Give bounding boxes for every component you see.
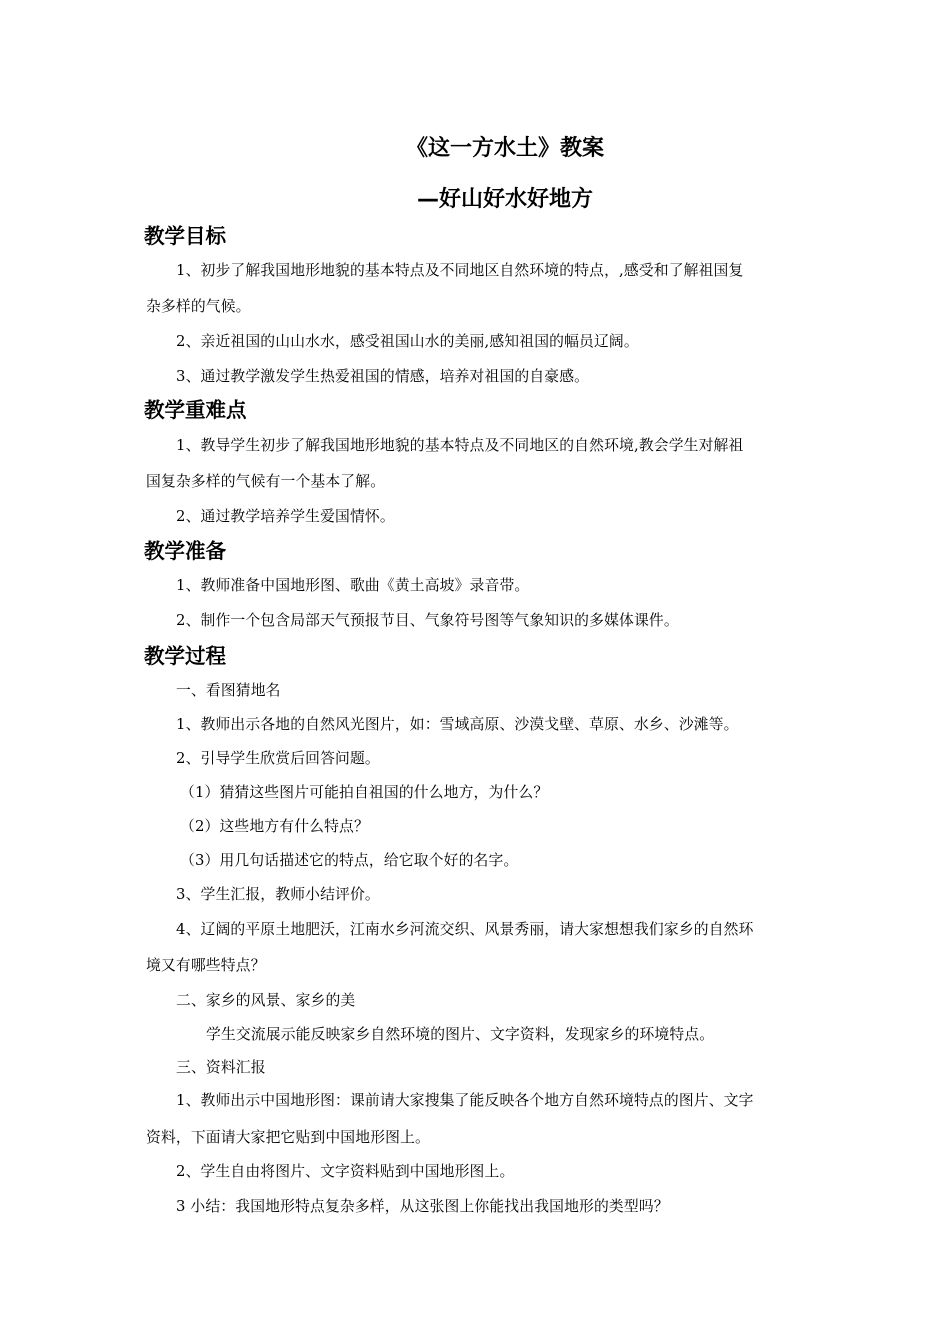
section-heading-preparation: 教学准备 <box>144 539 226 563</box>
paragraph-line: 资料，下面请大家把它贴到中国地形图上。 <box>146 1129 430 1146</box>
paragraph-line: 1、初步了解我国地形地貌的基本特点及不同地区自然环境的特点，,感受和了解祖国复 <box>176 262 744 279</box>
paragraph-line: 3、学生汇报，教师小结评价。 <box>176 886 380 903</box>
paragraph-line: 1、教师出示中国地形图：课前请大家搜集了能反映各个地方自然环境特点的图片、文字 <box>176 1092 754 1109</box>
paragraph-line: （1）猜猜这些图片可能拍自祖国的什么地方，为什么？ <box>180 784 549 801</box>
paragraph-line: 4、辽阔的平原土地肥沃，江南水乡河流交织、风景秀丽，请大家想想我们家乡的自然环 <box>176 921 754 938</box>
paragraph-line: （3）用几句话描述它的特点，给它取个好的名字。 <box>180 852 519 869</box>
paragraph-line: 学生交流展示能反映家乡自然环境的图片、文字资料，发现家乡的环境特点。 <box>206 1026 715 1043</box>
paragraph-line: 2、亲近祖国的山山水水，感受祖国山水的美丽,感知祖国的幅员辽阔。 <box>176 333 639 350</box>
section-heading-objectives: 教学目标 <box>144 224 226 248</box>
paragraph-line: 3 小结：我国地形特点复杂多样，从这张图上你能找出我国地形的类型吗？ <box>176 1198 669 1215</box>
paragraph-line: 3、通过教学激发学生热爱祖国的情感，培养对祖国的自豪感。 <box>176 368 590 385</box>
paragraph-line: 1、教导学生初步了解我国地形地貌的基本特点及不同地区的自然环境,教会学生对解祖 <box>176 437 744 454</box>
document-subtitle: —好山好水好地方 <box>416 187 593 212</box>
paragraph-line: 国复杂多样的气候有一个基本了解。 <box>146 473 386 490</box>
section-heading-process: 教学过程 <box>144 644 226 668</box>
paragraph-line: 一、看图猜地名 <box>176 682 281 699</box>
section-heading-key-points: 教学重难点 <box>144 398 247 422</box>
paragraph-line: 2、学生自由将图片、文字资料贴到中国地形图上。 <box>176 1163 515 1180</box>
paragraph-line: 1、教师出示各地的自然风光图片，如：雪域高原、沙漠戈壁、草原、水乡、沙滩等。 <box>176 716 739 733</box>
paragraph-line: 境又有哪些特点？ <box>146 957 266 974</box>
paragraph-line: 杂多样的气候。 <box>146 298 251 315</box>
document-title: 《这一方水土》教案 <box>405 136 604 161</box>
paragraph-line: 2、通过教学培养学生爱国情怀。 <box>176 508 395 525</box>
paragraph-line: 1、教师准备中国地形图、歌曲《黄土高坡》录音带。 <box>176 577 530 594</box>
paragraph-line: 三、资料汇报 <box>176 1059 266 1076</box>
paragraph-line: 二、家乡的风景、家乡的美 <box>176 992 356 1009</box>
paragraph-line: 2、引导学生欣赏后回答问题。 <box>176 750 380 767</box>
paragraph-line: 2、制作一个包含局部天气预报节目、气象符号图等气象知识的多媒体课件。 <box>176 612 679 629</box>
paragraph-line: （2）这些地方有什么特点？ <box>180 818 369 835</box>
